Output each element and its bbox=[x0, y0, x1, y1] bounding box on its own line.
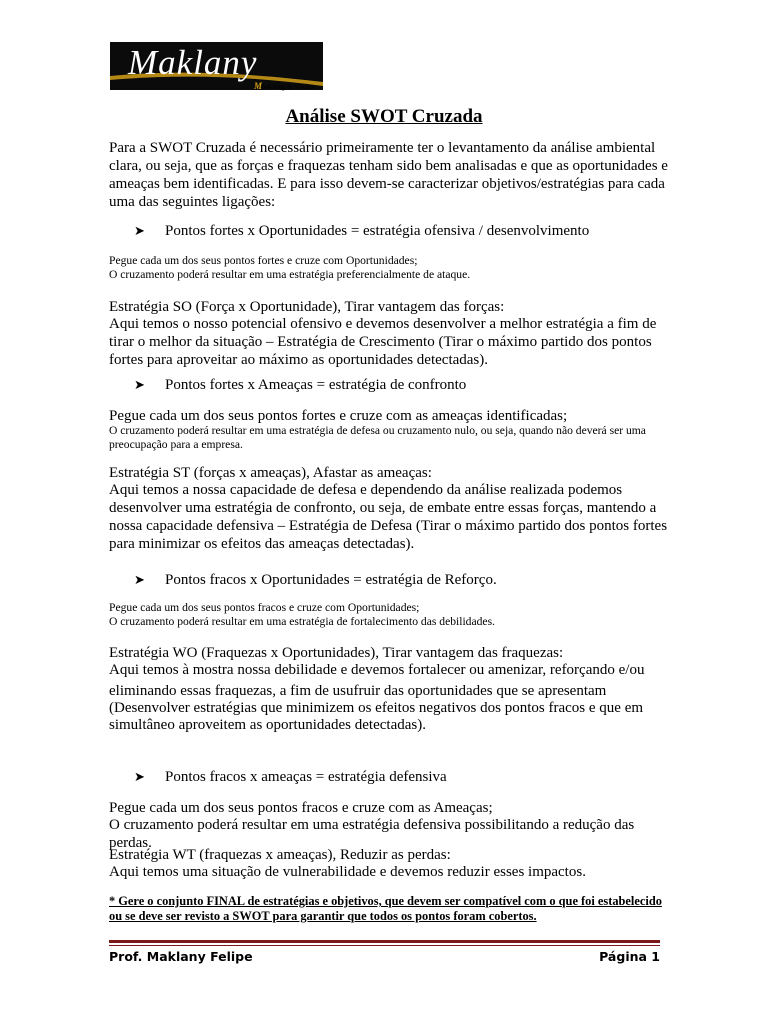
arrow-bullet-icon: ➤ bbox=[134, 223, 145, 238]
strategy-body-line: simultâneo aproveitem as oportunidades detectadas). bbox=[109, 717, 426, 733]
bullet-text: Pontos fracos x Oportunidades = estratégia de Reforço. bbox=[165, 572, 497, 588]
footer-rule-thin bbox=[109, 945, 660, 946]
logo-tagline-initial: M bbox=[254, 81, 263, 91]
footer-rule bbox=[109, 940, 660, 943]
section-bullet bbox=[134, 376, 466, 394]
strategy-title: Estratégia WO (Fraquezas x Oportunidades), Tirar vantagem das fraquezas: bbox=[109, 645, 564, 661]
arrow-bullet-icon: ➤ bbox=[134, 769, 145, 784]
pick-line: O cruzamento poderá resultar em uma estratégia preferencialmente de ataque. bbox=[109, 268, 471, 281]
logo-tagline bbox=[254, 81, 314, 91]
strategy-title: Estratégia ST (forças x ameaças), Afastar as ameaças: bbox=[109, 465, 432, 481]
footer-author: Prof. Maklany Felipe bbox=[109, 949, 253, 964]
pick-line: O cruzamento poderá resultar em uma estratégia defensiva possibilitando a redução das perdas. bbox=[109, 817, 635, 851]
section-bullet bbox=[134, 768, 447, 786]
strategy-body: Aqui temos o nosso potencial ofensivo e devemos desenvolver a melhor estratégia a fim de tirar o melhor da situação – Estratégia de Crescimento (Tirar o máximo partido dos pontos fortes para aproveitar ao máximo as oportunidades detectadas). bbox=[109, 316, 657, 368]
pick-line: Pegue cada um dos seus pontos fortes e cruze com as ameaças identificadas; bbox=[109, 408, 568, 424]
strategy-body: Aqui temos a nossa capacidade de defesa e dependendo da análise realizada podemos desenvolver uma estratégia de confronto, ou seja, de embate entre essas forças, mantendo a nossa capacidade defensiva – Estratégia de Defesa (Tirar o máximo partido dos pontos fortes para minimizar os efeitos das ameaças detectadas). bbox=[109, 482, 668, 552]
bullet-text: Pontos fortes x Ameaças = estratégia de confronto bbox=[165, 377, 467, 393]
page-title: Análise SWOT Cruzada bbox=[285, 106, 483, 127]
pick-line: Pegue cada um dos seus pontos fracos e cruze com as Ameaças; bbox=[109, 800, 493, 816]
pick-line: O cruzamento poderá resultar em uma estratégia de defesa ou cruzamento nulo, ou seja, quando não deverá ser uma preocupação para a empresa. bbox=[109, 424, 646, 451]
strategy-title: Estratégia WT (fraquezas x ameaças), Reduzir as perdas: bbox=[109, 847, 451, 863]
strategy-body-line: eliminando essas fraquezas, a fim de usufruir das oportunidades que se apresentam bbox=[109, 683, 607, 699]
arrow-bullet-icon: ➤ bbox=[134, 377, 145, 392]
pick-line: Pegue cada um dos seus pontos fortes e cruze com Oportunidades; bbox=[109, 254, 418, 267]
strategy-body: Aqui temos uma situação de vulnerabilidade e devemos reduzir esses impactos. bbox=[109, 864, 586, 880]
footer-page-number: Página 1 bbox=[599, 949, 660, 964]
strategy-body-line: (Desenvolver estratégias que minimizem os efeitos negativos dos pontos fracos e que em bbox=[109, 700, 644, 716]
final-note: * Gere o conjunto FINAL de estratégias e objetivos, que devem ser compatível com o que foi estabelecido ou se deve ser revisto a SWOT para garantir que todos os pontos foram cobertos. bbox=[109, 894, 662, 923]
pick-line: O cruzamento poderá resultar em uma estratégia de fortalecimento das debilidades. bbox=[109, 615, 495, 628]
strategy-body-line: Aqui temos à mostra nossa debilidade e devemos fortalecer ou amenizar, reforçando e/ou bbox=[109, 662, 645, 678]
bullet-text: Pontos fracos x ameaças = estratégia defensiva bbox=[165, 769, 447, 785]
intro-paragraph: Para a SWOT Cruzada é necessário primeiramente ter o levantamento da análise ambiental clara, ou seja, que as forças e fraquezas tenham sido bem analisadas e que as oportunidades e ameaças bem identificadas. E para isso devem-se caracterizar objetivos/estratégias para cada uma das seguintes ligações: bbox=[109, 140, 668, 210]
logo-tagline-rest: arketing & Vendas bbox=[262, 83, 315, 91]
arrow-bullet-icon: ➤ bbox=[134, 572, 145, 587]
logo-name: Maklany bbox=[128, 43, 258, 82]
section-bullet bbox=[134, 222, 589, 240]
strategy-title: Estratégia SO (Força x Oportunidade), Tirar vantagem das forças: bbox=[109, 299, 505, 315]
section-bullet bbox=[134, 571, 497, 589]
bullet-text: Pontos fortes x Oportunidades = estratégia ofensiva / desenvolvimento bbox=[165, 223, 590, 239]
pick-line: Pegue cada um dos seus pontos fracos e cruze com Oportunidades; bbox=[109, 601, 420, 614]
